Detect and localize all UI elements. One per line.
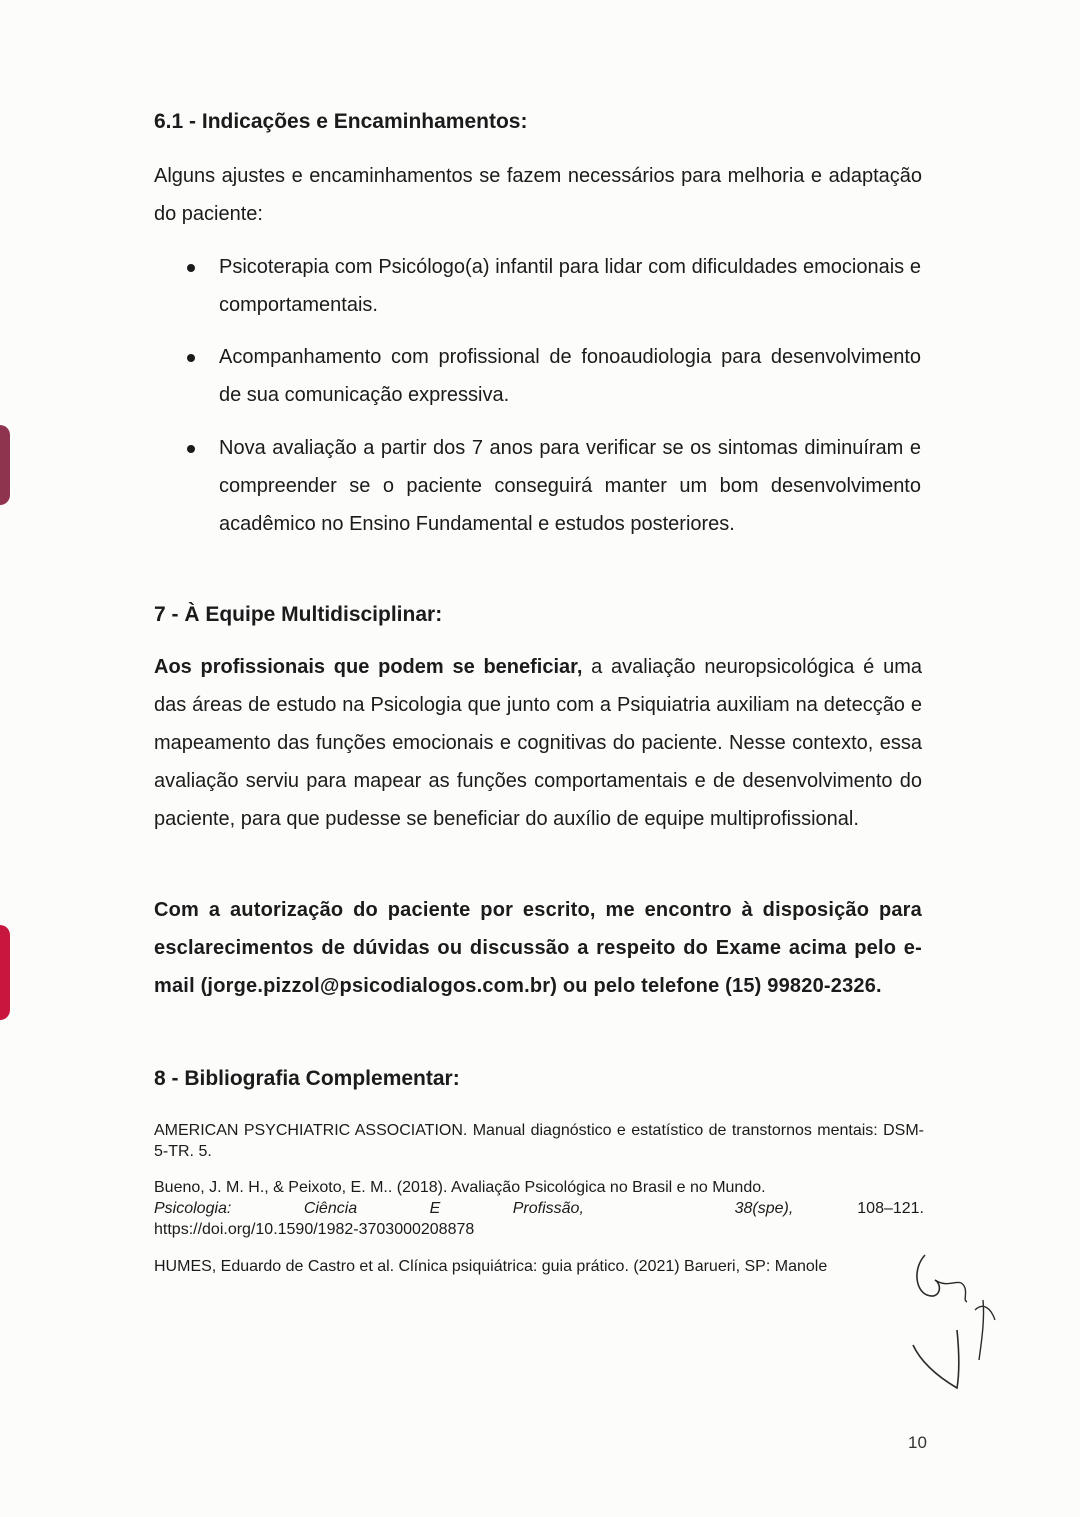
equipe-body: a avaliação neuropsicológica é uma das áreas de estudo na Psicologia que junto com a Psiquiatria auxiliam na detecção e mapeamento das funções emocionais e cognitivas do paciente. Nesse contexto, essa avaliação serviu para mapear as funções comportamentais e de desenvolvimento do paciente, para que pudesse se beneficiar do auxílio de equipe multiprofissional. bbox=[154, 656, 922, 830]
edge-mark-bottom bbox=[0, 925, 10, 1020]
list-item: Nova avaliação a partir dos 7 anos para verificar se os sintomas diminuíram e compreender se o paciente conseguirá manter um bom desenvolvimento acadêmico no Ensino Fundamental e estudos posteriores. bbox=[219, 429, 921, 543]
list-item: Psicoterapia com Psicólogo(a) infantil para lidar com dificuldades emocionais e comportamentais. bbox=[219, 248, 921, 324]
equipe-lead: Aos profissionais que podem se beneficiar, bbox=[154, 656, 583, 678]
reference-apa: AMERICAN PSYCHIATRIC ASSOCIATION. Manual diagnóstico e estatístico de transtornos mentais: DSM-5-TR. 5. bbox=[154, 1122, 924, 1160]
section-heading-equipe: 7 - À Equipe Multidisciplinar: bbox=[154, 603, 443, 626]
equipe-paragraph bbox=[154, 648, 922, 838]
section-heading-bibliografia: 8 - Bibliografia Complementar: bbox=[154, 1067, 460, 1090]
contact-paragraph: Com a autorização do paciente por escrito, me encontro à disposição para esclarecimentos de dúvidas ou discussão a respeito do Exame acima pelo e-mail (jorge.pizzol@psicodialogos.com.br) ou pelo telefone (15) 99820-2326. bbox=[154, 899, 922, 997]
intro-paragraph: Alguns ajustes e encaminhamentos se fazem necessários para melhoria e adaptação do paciente: bbox=[154, 165, 922, 225]
reference-bueno-journal: Psicologia: Ciência E Profissão, bbox=[154, 1200, 584, 1217]
reference-bueno-doi: https://doi.org/10.1590/1982-3703000208878 bbox=[154, 1221, 475, 1238]
page-number: 10 bbox=[908, 1433, 927, 1452]
handwritten-signature bbox=[905, 1250, 1005, 1400]
reference-bueno-source bbox=[154, 1198, 924, 1219]
reference-humes: HUMES, Eduardo de Castro et al. Clínica psiquiátrica: guia prático. (2021) Barueri, SP: Manole bbox=[154, 1258, 828, 1275]
reference-bueno-authors: Bueno, J. M. H., & Peixoto, E. M.. (2018). Avaliação Psicológica no Brasil e no Mundo. bbox=[154, 1179, 766, 1196]
edge-mark-top bbox=[0, 425, 10, 505]
reference-bueno-pages: 108–121. bbox=[857, 1200, 924, 1217]
reference-bueno-volume: 38(spe), bbox=[734, 1200, 794, 1217]
reference-bueno bbox=[154, 1177, 924, 1240]
section-heading-indicacoes: 6.1 - Indicações e Encaminhamentos: bbox=[154, 110, 528, 133]
list-item: Acompanhamento com profissional de fonoaudiologia para desenvolvimento de sua comunicação expressiva. bbox=[219, 338, 921, 414]
